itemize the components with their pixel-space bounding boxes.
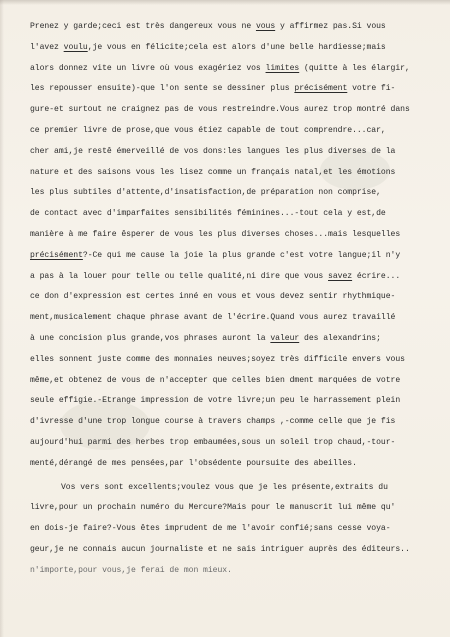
underlined-word: valeur xyxy=(270,334,300,343)
text-line xyxy=(30,187,381,199)
line-text: ,je vous en félicite;cela est alors d'une belle hardiesse;mais xyxy=(87,43,386,52)
line-text: manière à me faire êsperer de vous les plus diverses choses...mais lesquelles xyxy=(30,230,401,239)
line-text: ce premier livre de prose,que vous étiez capable de tout comprendre...car, xyxy=(30,126,386,135)
line-text: d'ivresse d'une trop longue course à travers champs ,-comme celle que je fis xyxy=(30,417,396,426)
text-line xyxy=(30,250,400,262)
line-text: elles sonnent juste comme des monnaies neuves;soyez très difficile envers vous xyxy=(30,355,405,364)
line-text: Prenez y garde;ceci est très dangereux vous ne xyxy=(30,22,256,31)
line-text: seule effigie.-Etrange impression de votre livre;un peu le harrassement plein xyxy=(30,396,401,405)
line-text: votre fi- xyxy=(347,84,396,93)
line-text: même,et obtenez de vous de n'accepter que celles bien dment marquées de votre xyxy=(30,376,401,385)
text-line xyxy=(30,104,410,116)
line-text: à une concision plus grande,vos phrases auront la xyxy=(30,334,271,343)
text-line xyxy=(30,502,395,514)
line-text: de contact avec d'imparfaites sensibilités féminines...-tout cela y est,de xyxy=(30,209,386,218)
line-text: écrire... xyxy=(352,272,401,281)
text-line xyxy=(30,458,357,470)
text-line xyxy=(30,437,395,449)
line-text: (quitte à les élargir, xyxy=(299,64,410,73)
line-text: Vos vers sont excellents;voulez vous que je les présente,extraits du xyxy=(61,483,388,492)
line-text: geur,je ne connais aucun journaliste et ne sais intriguer auprès des éditeurs.. xyxy=(30,545,410,554)
text-line xyxy=(61,482,388,494)
text-line xyxy=(30,271,400,283)
underlined-word: voulu xyxy=(63,43,88,52)
line-text: l'avez xyxy=(30,43,64,52)
text-line xyxy=(30,208,386,220)
text-line xyxy=(30,146,395,158)
underlined-word: savez xyxy=(328,272,353,281)
underlined-word: précisément xyxy=(30,251,83,260)
text-line xyxy=(30,42,386,54)
line-text: les repousser ensuite)-que l'on sente se dessiner plus xyxy=(30,84,295,93)
text-line xyxy=(30,395,400,407)
text-line xyxy=(30,63,410,75)
line-text: en dois-je faire?-Vous êtes imprudent de me l'avoir confié;sans cesse voya- xyxy=(30,524,391,533)
line-text: ce don d'expression est certes inné en vous et vous devez sentir rhythmique- xyxy=(30,292,396,301)
line-text: a pas à la louer pour telle ou telle qualité,ni dire que vous xyxy=(30,272,329,281)
text-line xyxy=(30,167,395,179)
line-text: livre,pour un prochain numéro du Mercure?Mais pour le manuscrit lui même qu' xyxy=(30,503,396,512)
line-text: gure-et surtout ne craignez pas de vous restreindre.Vous aurez trop montré dans xyxy=(30,105,410,114)
text-line xyxy=(30,523,391,535)
line-text: n'importe,pour vous,je ferai de mon mieux. xyxy=(30,566,232,575)
text-line xyxy=(30,21,386,33)
line-text: ment,musicalement chaque phrase avant de l'écrire.Quand vous aurez travaillé xyxy=(30,313,396,322)
text-line xyxy=(30,312,395,324)
text-line xyxy=(30,83,395,95)
underlined-word: limites xyxy=(265,64,300,73)
line-text: ?-Ce qui me cause la joie la plus grande c'est votre langue;il n'y xyxy=(82,251,401,260)
line-text: y affirmez pas.Si vous xyxy=(275,22,386,31)
underlined-word: vous xyxy=(255,22,276,31)
line-text: nature et des saisons vous les lisez comme un français natal,et les émotions xyxy=(30,168,396,177)
text-line xyxy=(30,125,386,137)
line-text: cher ami,je restê émerveillé de vos dons:les langues les plus diverses de la xyxy=(30,147,396,156)
text-line xyxy=(30,565,232,577)
underlined-word: précisément xyxy=(294,84,348,93)
text-line xyxy=(30,416,395,428)
line-text: des alexandrins; xyxy=(299,334,381,343)
line-text: les plus subtiles d'attente,d'insatisfaction,de préparation non comprise, xyxy=(30,188,381,197)
text-line xyxy=(30,544,410,556)
line-text: alors donnez vite un livre où vous exagériez vos xyxy=(30,64,266,73)
text-line xyxy=(30,333,381,345)
text-line xyxy=(30,291,395,303)
line-text: menté,dérangé de mes pensées,par l'obsédente poursuite des abeilles. xyxy=(30,459,357,468)
line-text: aujourd'hui parmi des herbes trop embaumées,sous un soleil trop chaud,-tour- xyxy=(30,438,396,447)
text-line xyxy=(30,354,405,366)
text-line xyxy=(30,229,400,241)
text-line xyxy=(30,375,400,387)
